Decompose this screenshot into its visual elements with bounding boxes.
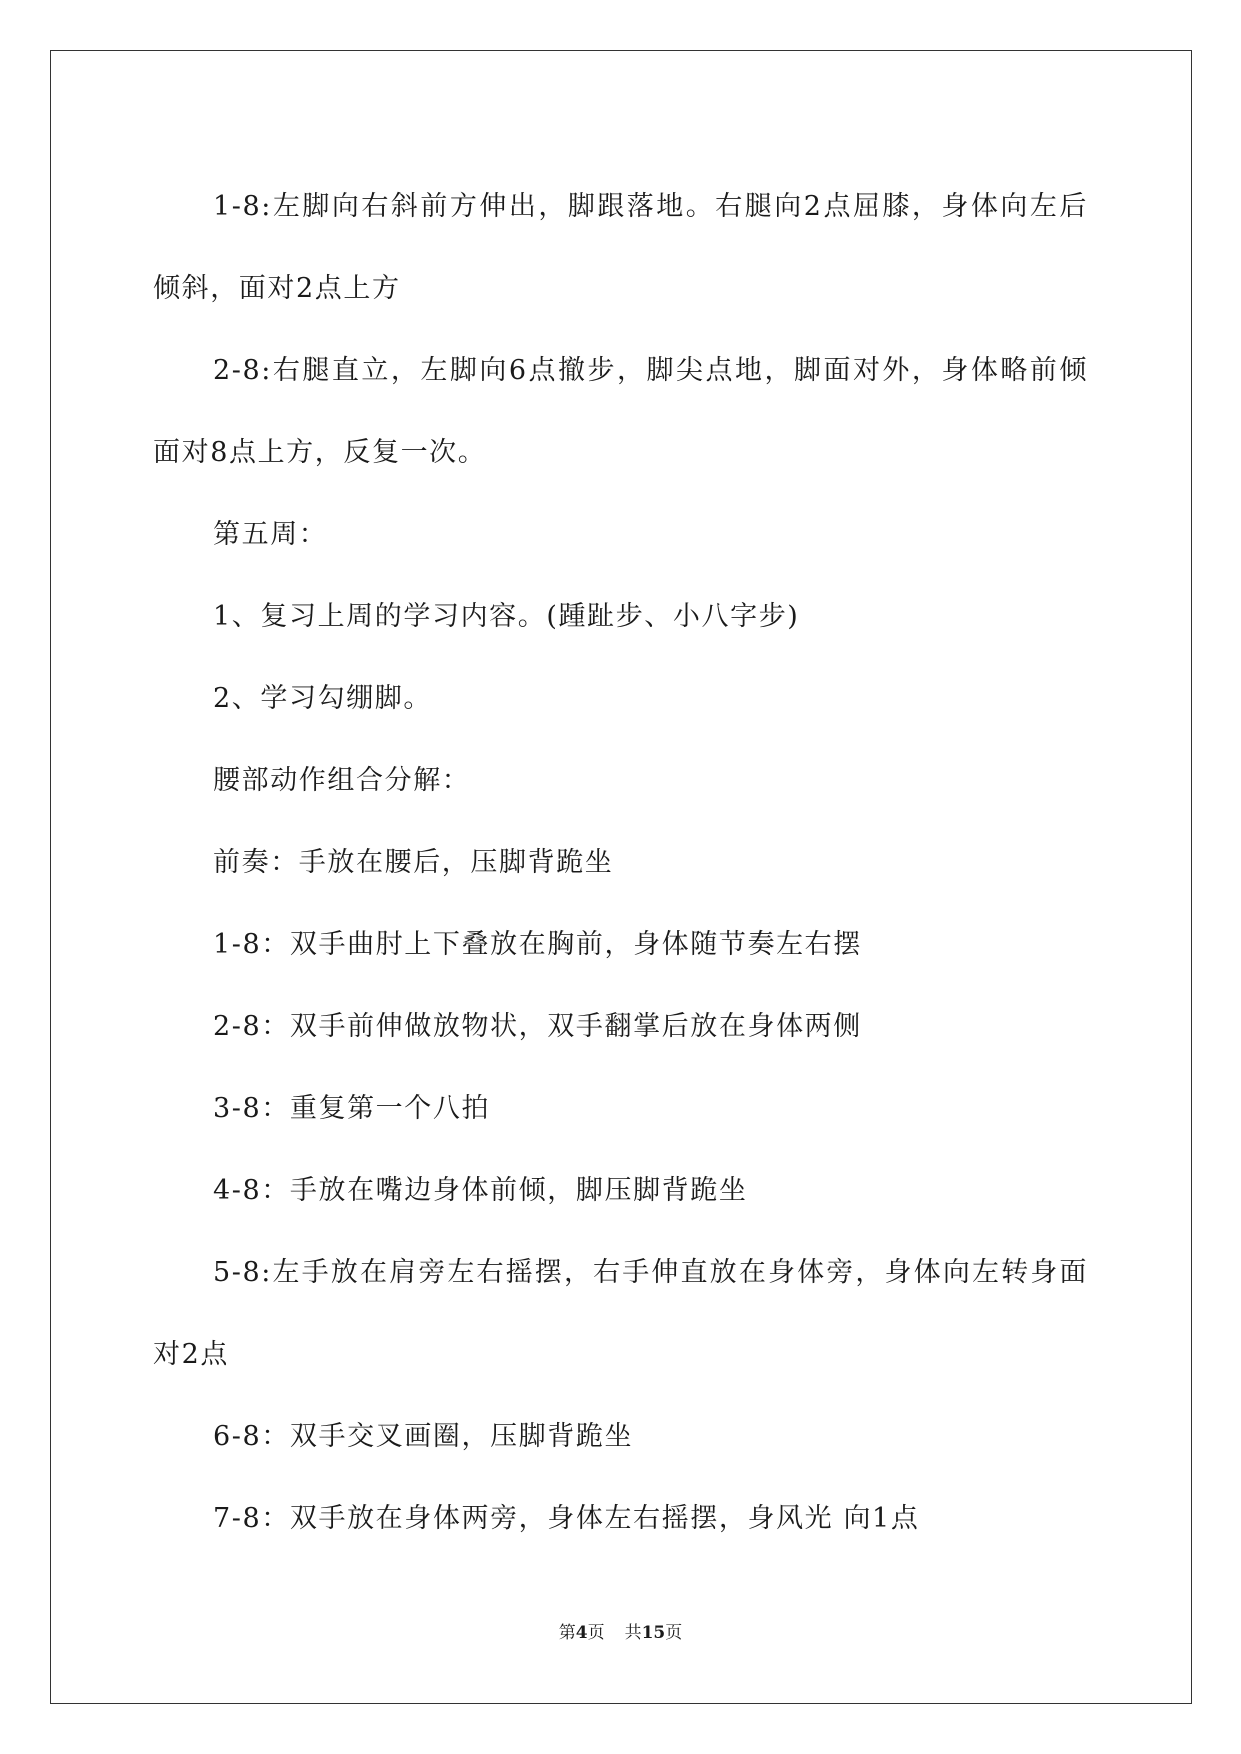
paragraph: 3-8：重复第一个八拍 xyxy=(213,1093,491,1124)
footer-suffix: 页 xyxy=(665,1623,683,1643)
paragraph: 1-8:左脚向右斜前方伸出，脚跟落地。右腿向2点屈膝，身体向左后倾斜，面对2点上方 xyxy=(153,191,1088,304)
paragraph: 前奏：手放在腰后，压脚背跪坐 xyxy=(213,847,614,878)
paragraph: 2-8：双手前伸做放物状，双手翻掌后放在身体两侧 xyxy=(213,1011,862,1042)
footer-total-prefix: 共 xyxy=(624,1623,642,1643)
paragraph: 5-8:左手放在肩旁左右摇摆，右手伸直放在身体旁，身体向左转身面对2点 xyxy=(153,1257,1088,1370)
paragraph: 1-8：双手曲肘上下叠放在胸前，身体随节奏左右摆 xyxy=(213,929,862,960)
paragraph: 2-8:右腿直立，左脚向6点撤步，脚尖点地，脚面对外，身体略前倾面对8点上方，反复一次。 xyxy=(153,355,1088,468)
paragraph: 7-8：双手放在身体两旁，身体左右摇摆，身风光 向1点 xyxy=(213,1503,920,1534)
paragraph: 1、复习上周的学习内容。(踵趾步、小八字步) xyxy=(213,601,800,632)
paragraph: 4-8：手放在嘴边身体前倾，脚压脚背跪坐 xyxy=(213,1175,748,1206)
footer-prefix: 第 xyxy=(558,1623,576,1643)
paragraph: 2、学习勾绷脚。 xyxy=(213,683,432,714)
document-body xyxy=(153,166,1088,1560)
footer-page-number: 4 xyxy=(575,1623,588,1643)
footer-total-pages: 15 xyxy=(641,1623,666,1643)
paragraph: 腰部动作组合分解： xyxy=(213,765,471,796)
paragraph: 6-8：双手交叉画圈，压脚背跪坐 xyxy=(213,1421,634,1452)
footer-page-label: 页 xyxy=(587,1623,605,1643)
section-heading: 第五周： xyxy=(213,519,328,550)
page-footer xyxy=(0,1618,1241,1643)
